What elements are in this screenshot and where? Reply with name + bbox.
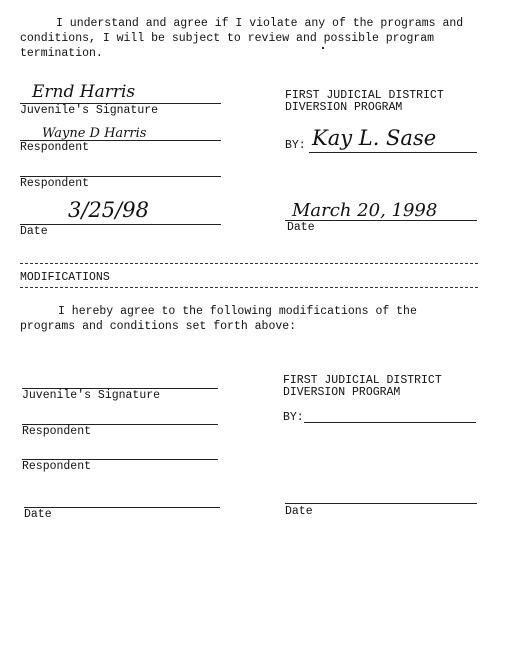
date-line-left: [20, 224, 221, 225]
date-label-left: Date: [20, 225, 48, 238]
date-label-left-2: Date: [24, 508, 52, 521]
modifications-agree-text: I hereby agree to the following modifications of the programs and conditions set forth above:: [20, 305, 417, 333]
by-label: BY:: [285, 139, 306, 152]
stray-mark: [322, 47, 324, 49]
respondent2-label: Respondent: [20, 177, 90, 190]
respondent-signature: Wayne D Harris: [42, 126, 147, 141]
modifications-bottom-rule: [20, 287, 478, 288]
org-line1: FIRST JUDICIAL DISTRICT: [285, 89, 444, 102]
modifications-heading: MODIFICATIONS: [20, 271, 110, 284]
date-label-right-2: Date: [285, 505, 313, 518]
agreement-paragraph: I understand and agree if I violate any of the programs and conditions, I will be subject to review and possible program termination.: [20, 17, 464, 60]
date-line-left-2: [24, 507, 220, 508]
respondent1-label: Respondent: [20, 141, 90, 154]
date-label-right: Date: [287, 221, 315, 234]
respondent1-label-2: Respondent: [22, 425, 92, 438]
modifications-top-rule: [20, 263, 478, 264]
by-line: [309, 152, 477, 153]
org-line2: DIVERSION PROGRAM: [285, 101, 403, 114]
juvenile-signature-label: Juvenile's Signature: [20, 104, 159, 117]
by-label-2: BY:: [283, 411, 304, 424]
org-line2-2: DIVERSION PROGRAM: [283, 386, 401, 399]
juvenile-signature: Ernd Harris: [32, 82, 136, 102]
org-line1-2: FIRST JUDICIAL DISTRICT: [283, 374, 442, 387]
respondent2-label-2: Respondent: [22, 460, 92, 473]
date-signed-left: 3/25/98: [68, 198, 149, 222]
program-officer-signature: Kay L. Sase: [312, 126, 437, 150]
by-line-2: [304, 422, 476, 423]
date-line-right-2: [285, 503, 477, 504]
juvenile-signature-label-2: Juvenile's Signature: [22, 389, 161, 402]
date-signed-right: March 20, 1998: [292, 200, 438, 221]
